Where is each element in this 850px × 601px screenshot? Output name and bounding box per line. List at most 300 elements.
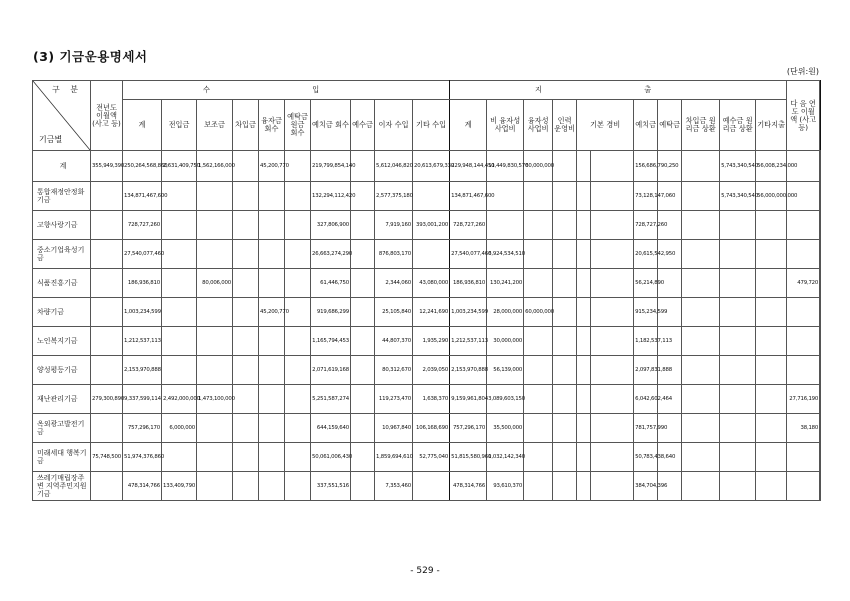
value-cell: 61,446,750 <box>311 269 351 298</box>
value-cell <box>351 240 375 269</box>
value-cell: 56,008,234,000 <box>756 151 787 182</box>
value-cell <box>351 211 375 240</box>
value-cell <box>91 298 123 327</box>
value-cell: 9,337,599,114 <box>123 385 162 414</box>
table-row <box>33 356 821 385</box>
value-cell: 52,775,040 <box>413 443 450 472</box>
expenditure-col-header: 비 융자성 사업비 <box>487 100 524 151</box>
fund-name: 노인복지기금 <box>33 327 91 356</box>
value-cell <box>591 211 634 240</box>
value-cell <box>413 472 450 501</box>
value-cell <box>285 240 311 269</box>
value-cell <box>351 385 375 414</box>
value-cell <box>351 327 375 356</box>
value-cell <box>285 269 311 298</box>
value-cell <box>524 414 553 443</box>
value-cell <box>524 182 553 211</box>
value-cell: 12,241,690 <box>413 298 450 327</box>
value-cell: 80,312,670 <box>375 356 413 385</box>
value-cell <box>162 211 197 240</box>
table-row <box>33 443 821 472</box>
value-cell: 393,001,200 <box>413 211 450 240</box>
value-cell: 728,727,260 <box>123 211 162 240</box>
value-cell <box>720 356 756 385</box>
value-cell <box>756 298 787 327</box>
fund-name: 차량기금 <box>33 298 91 327</box>
value-cell: 20,613,679,330 <box>413 151 450 182</box>
value-cell: 106,168,690 <box>413 414 450 443</box>
value-cell: 5,251,587,274 <box>311 385 351 414</box>
value-cell <box>756 240 787 269</box>
value-cell <box>259 182 285 211</box>
value-cell <box>591 182 634 211</box>
value-cell: 1,562,166,000 <box>197 151 233 182</box>
value-cell <box>285 472 311 501</box>
value-cell <box>591 414 634 443</box>
value-cell: 156,686,790,250 <box>634 151 658 182</box>
value-cell <box>524 211 553 240</box>
value-cell <box>682 443 720 472</box>
value-cell <box>756 211 787 240</box>
value-cell <box>285 385 311 414</box>
value-cell: 80,006,000 <box>197 269 233 298</box>
value-cell: 1,212,537,113 <box>123 327 162 356</box>
value-cell <box>233 269 259 298</box>
value-cell: 2,577,375,180 <box>375 182 413 211</box>
value-cell <box>720 240 756 269</box>
income-col-header: 예치금 회수 <box>311 100 351 151</box>
value-cell <box>162 327 197 356</box>
value-cell <box>787 298 820 327</box>
value-cell <box>197 240 233 269</box>
value-cell <box>591 269 634 298</box>
value-cell <box>233 443 259 472</box>
value-cell <box>820 298 821 327</box>
value-cell: 250,264,568,860 <box>123 151 162 182</box>
value-cell <box>91 414 123 443</box>
value-cell <box>233 472 259 501</box>
value-cell <box>682 385 720 414</box>
value-cell: 50,783,438,640 <box>634 443 658 472</box>
value-cell: 1,032,142,340 <box>487 443 524 472</box>
value-cell: 7,919,160 <box>375 211 413 240</box>
value-cell <box>553 298 577 327</box>
value-cell: 186,936,810 <box>123 269 162 298</box>
value-cell: 30,000,000 <box>487 327 524 356</box>
value-cell: 134,871,467,600 <box>123 182 162 211</box>
value-cell: 1,003,234,599 <box>123 298 162 327</box>
value-cell <box>756 327 787 356</box>
table-row <box>33 472 821 501</box>
value-cell <box>233 356 259 385</box>
page-title: (3) 기금운용명세서 <box>33 49 148 64</box>
value-cell <box>787 472 820 501</box>
value-cell: 728,727,260 <box>634 211 658 240</box>
value-cell <box>285 356 311 385</box>
value-cell <box>233 240 259 269</box>
table-row <box>33 211 821 240</box>
value-cell <box>682 269 720 298</box>
expenditure-col-header: 예탁금 <box>658 100 682 151</box>
value-cell <box>553 443 577 472</box>
value-cell <box>577 182 591 211</box>
value-cell: 1,165,794,453 <box>311 327 351 356</box>
expenditure-col-header: 계 <box>450 100 487 151</box>
value-cell: 219,799,854,140 <box>311 151 351 182</box>
value-cell: 757,296,170 <box>450 414 487 443</box>
value-cell <box>413 182 450 211</box>
value-cell: 355,949,390 <box>91 151 123 182</box>
value-cell: 1,473,100,000 <box>197 385 233 414</box>
value-cell <box>577 211 591 240</box>
expenditure-col-header: 예치금 <box>634 100 658 151</box>
value-cell <box>820 182 821 211</box>
value-cell <box>756 443 787 472</box>
value-cell <box>820 385 821 414</box>
value-cell <box>820 327 821 356</box>
value-cell: 2,039,050 <box>413 356 450 385</box>
value-cell <box>577 443 591 472</box>
value-cell <box>162 443 197 472</box>
value-cell <box>591 472 634 501</box>
value-cell <box>91 211 123 240</box>
table-row <box>33 385 821 414</box>
table-row <box>33 327 821 356</box>
value-cell <box>682 298 720 327</box>
value-cell <box>91 182 123 211</box>
table-row <box>33 182 821 211</box>
value-cell <box>787 240 820 269</box>
fund-name: 통합재정안정화기금 <box>33 182 91 211</box>
fund-name: 고향사랑기금 <box>33 211 91 240</box>
value-cell <box>91 327 123 356</box>
income-col-header: 이자 수입 <box>375 100 413 151</box>
next-year-carryover-header: 다 음 연 도 이월액 (사고 등) <box>787 81 820 151</box>
value-cell <box>197 298 233 327</box>
value-cell <box>197 356 233 385</box>
value-cell <box>351 269 375 298</box>
value-cell: 11,449,830,570 <box>487 151 524 182</box>
value-cell <box>577 385 591 414</box>
value-cell <box>553 182 577 211</box>
value-cell <box>259 356 285 385</box>
income-col-header: 융자금 회수 <box>259 100 285 151</box>
value-cell: 5,743,340,540 <box>720 151 756 182</box>
value-cell <box>682 151 720 182</box>
value-cell <box>553 211 577 240</box>
value-cell <box>553 414 577 443</box>
value-cell: 93,610,370 <box>487 472 524 501</box>
expenditure-col-header: 기본 경비 <box>577 100 634 151</box>
value-cell <box>591 356 634 385</box>
value-cell: 384,704,396 <box>634 472 658 501</box>
value-cell: 757,296,170 <box>123 414 162 443</box>
value-cell <box>553 151 577 182</box>
value-cell: 781,757,990 <box>634 414 658 443</box>
value-cell: 327,806,900 <box>311 211 351 240</box>
value-cell <box>820 151 821 182</box>
value-cell <box>682 211 720 240</box>
value-cell: 1,182,537,113 <box>634 327 658 356</box>
value-cell: 2,153,970,888 <box>123 356 162 385</box>
value-cell <box>756 414 787 443</box>
value-cell <box>197 443 233 472</box>
fund-name: 재난관리기금 <box>33 385 91 414</box>
value-cell <box>487 211 524 240</box>
value-cell: 6,924,534,510 <box>487 240 524 269</box>
value-cell <box>259 211 285 240</box>
value-cell <box>91 269 123 298</box>
value-cell <box>720 472 756 501</box>
table-row <box>33 414 821 443</box>
page-number: - 529 - <box>410 566 440 576</box>
income-group-header: 수 입 <box>123 81 450 100</box>
value-cell <box>233 298 259 327</box>
value-cell <box>577 298 591 327</box>
value-cell: 132,294,112,420 <box>311 182 351 211</box>
value-cell: 2,344,060 <box>375 269 413 298</box>
value-cell: 478,314,766 <box>123 472 162 501</box>
value-cell <box>162 356 197 385</box>
value-cell <box>756 269 787 298</box>
value-cell <box>197 472 233 501</box>
value-cell <box>197 414 233 443</box>
value-cell <box>285 414 311 443</box>
value-cell <box>524 443 553 472</box>
value-cell: 9,159,961,804 <box>450 385 487 414</box>
value-cell <box>233 211 259 240</box>
value-cell: 1,003,234,599 <box>450 298 487 327</box>
value-cell: 229,948,144,450 <box>450 151 487 182</box>
value-cell <box>524 269 553 298</box>
value-cell <box>720 298 756 327</box>
fund-name: 미래세대 행복기금 <box>33 443 91 472</box>
income-col-header: 예수금 <box>351 100 375 151</box>
income-col-header: 계 <box>123 100 162 151</box>
value-cell <box>259 385 285 414</box>
fund-name: 쓰레기매립장주변 지역주민지원기금 <box>33 472 91 501</box>
value-cell: 337,551,516 <box>311 472 351 501</box>
value-cell: 133,409,790 <box>162 472 197 501</box>
total-row <box>33 151 821 182</box>
value-cell <box>351 472 375 501</box>
value-cell <box>787 211 820 240</box>
value-cell <box>577 269 591 298</box>
value-cell <box>553 240 577 269</box>
expenditure-col-header: 융자성 사업비 <box>524 100 553 151</box>
value-cell <box>720 269 756 298</box>
value-cell <box>197 327 233 356</box>
value-cell: 28,000,000 <box>487 298 524 327</box>
value-cell <box>820 472 821 501</box>
value-cell <box>591 443 634 472</box>
value-cell <box>524 356 553 385</box>
value-cell: 27,540,077,460 <box>123 240 162 269</box>
value-cell <box>259 472 285 501</box>
value-cell: 56,000,000,000 <box>756 182 787 211</box>
value-cell: 7,353,460 <box>375 472 413 501</box>
value-cell <box>720 327 756 356</box>
value-cell: 56,214,890 <box>634 269 658 298</box>
value-cell <box>591 151 634 182</box>
value-cell <box>233 414 259 443</box>
value-cell <box>259 443 285 472</box>
value-cell: 50,061,006,430 <box>311 443 351 472</box>
value-cell <box>285 211 311 240</box>
value-cell <box>162 298 197 327</box>
value-cell: 479,720 <box>787 269 820 298</box>
value-cell: 134,871,467,600 <box>450 182 487 211</box>
expenditure-col-header: 차입금 원리금 상환 <box>682 100 720 151</box>
fund-operation-table <box>32 80 821 501</box>
value-cell: 1,935,290 <box>413 327 450 356</box>
value-cell <box>756 385 787 414</box>
value-cell <box>720 414 756 443</box>
value-cell <box>682 356 720 385</box>
value-cell <box>682 182 720 211</box>
value-cell <box>820 414 821 443</box>
value-cell <box>682 414 720 443</box>
value-cell <box>197 211 233 240</box>
value-cell: 1,212,537,113 <box>450 327 487 356</box>
value-cell: 1,638,370 <box>413 385 450 414</box>
value-cell <box>233 182 259 211</box>
value-cell <box>285 182 311 211</box>
value-cell: 26,663,274,290 <box>311 240 351 269</box>
value-cell <box>524 385 553 414</box>
value-cell: 186,936,810 <box>450 269 487 298</box>
value-cell: 1,859,694,610 <box>375 443 413 472</box>
value-cell: 2,631,409,750 <box>162 151 197 182</box>
value-cell: 73,128,147,060 <box>634 182 658 211</box>
value-cell: 919,686,299 <box>311 298 351 327</box>
value-cell: 2,071,619,168 <box>311 356 351 385</box>
value-cell <box>682 472 720 501</box>
fund-name: 계 <box>33 151 91 182</box>
value-cell <box>233 151 259 182</box>
expenditure-col-header: 기타지출 <box>756 100 787 151</box>
value-cell <box>577 151 591 182</box>
value-cell <box>197 182 233 211</box>
value-cell: 20,615,542,950 <box>634 240 658 269</box>
value-cell: 60,000,000 <box>524 298 553 327</box>
value-cell <box>682 327 720 356</box>
value-cell <box>351 298 375 327</box>
value-cell <box>720 385 756 414</box>
value-cell: 3,089,603,150 <box>487 385 524 414</box>
value-cell <box>787 356 820 385</box>
value-cell <box>577 356 591 385</box>
unit-label: (단위:원) <box>786 67 819 76</box>
income-col-header: 예탁금 원금 회수 <box>285 100 311 151</box>
value-cell <box>756 472 787 501</box>
value-cell <box>259 414 285 443</box>
income-col-header: 전입금 <box>162 100 197 151</box>
value-cell: 43,080,000 <box>413 269 450 298</box>
value-cell <box>259 269 285 298</box>
value-cell <box>285 443 311 472</box>
value-cell <box>591 298 634 327</box>
expenditure-group-header: 지 출 <box>450 81 787 100</box>
income-col-header: 보조금 <box>197 100 233 151</box>
value-cell: 27,716,190 <box>787 385 820 414</box>
value-cell: 56,139,000 <box>487 356 524 385</box>
value-cell: 27,540,077,460 <box>450 240 487 269</box>
value-cell <box>259 327 285 356</box>
value-cell <box>720 211 756 240</box>
value-cell <box>524 472 553 501</box>
value-cell <box>91 356 123 385</box>
value-cell: 5,743,340,540 <box>720 182 756 211</box>
value-cell <box>577 327 591 356</box>
corner-label-category: 구 분 <box>52 85 82 94</box>
fund-name: 중소기업육성기금 <box>33 240 91 269</box>
value-cell <box>591 385 634 414</box>
value-cell <box>259 240 285 269</box>
value-cell: 51,815,580,960 <box>450 443 487 472</box>
value-cell: 2,097,831,888 <box>634 356 658 385</box>
value-cell <box>820 211 821 240</box>
value-cell <box>820 356 821 385</box>
value-cell: 44,807,370 <box>375 327 413 356</box>
fund-name: 옥외광고발전기금 <box>33 414 91 443</box>
table-row <box>33 298 821 327</box>
value-cell: 5,612,046,820 <box>375 151 413 182</box>
table-row <box>33 240 821 269</box>
value-cell <box>162 240 197 269</box>
fund-name: 양성평등기금 <box>33 356 91 385</box>
value-cell <box>756 356 787 385</box>
value-cell <box>413 240 450 269</box>
value-cell <box>682 240 720 269</box>
corner-label-fund: 기금별 <box>39 135 63 144</box>
value-cell <box>233 385 259 414</box>
value-cell: 60,000,000 <box>524 151 553 182</box>
value-cell: 75,748,500 <box>91 443 123 472</box>
value-cell <box>591 240 634 269</box>
value-cell: 644,159,640 <box>311 414 351 443</box>
value-cell <box>553 327 577 356</box>
value-cell <box>787 327 820 356</box>
value-cell <box>577 472 591 501</box>
value-cell <box>351 414 375 443</box>
income-col-header: 기타 수입 <box>413 100 450 151</box>
expenditure-col-header: 예수금 원리금 상환 <box>720 100 756 151</box>
value-cell: 478,314,766 <box>450 472 487 501</box>
fund-name: 식품진흥기금 <box>33 269 91 298</box>
value-cell: 6,000,000 <box>162 414 197 443</box>
value-cell: 728,727,260 <box>450 211 487 240</box>
value-cell: 876,803,170 <box>375 240 413 269</box>
table-body <box>33 151 821 501</box>
value-cell <box>820 269 821 298</box>
income-col-header: 차입금 <box>233 100 259 151</box>
expenditure-col-header: 인력 운영비 <box>553 100 577 151</box>
value-cell: 51,974,376,860 <box>123 443 162 472</box>
value-cell <box>553 472 577 501</box>
value-cell <box>162 269 197 298</box>
value-cell <box>351 443 375 472</box>
value-cell <box>577 414 591 443</box>
value-cell: 2,153,970,888 <box>450 356 487 385</box>
value-cell: 130,241,200 <box>487 269 524 298</box>
value-cell: 915,234,599 <box>634 298 658 327</box>
value-cell <box>524 327 553 356</box>
value-cell: 119,273,470 <box>375 385 413 414</box>
value-cell <box>720 443 756 472</box>
value-cell: 35,500,000 <box>487 414 524 443</box>
prior-year-carryover-header: 전년도 이월액 (사고 등) <box>91 81 123 151</box>
